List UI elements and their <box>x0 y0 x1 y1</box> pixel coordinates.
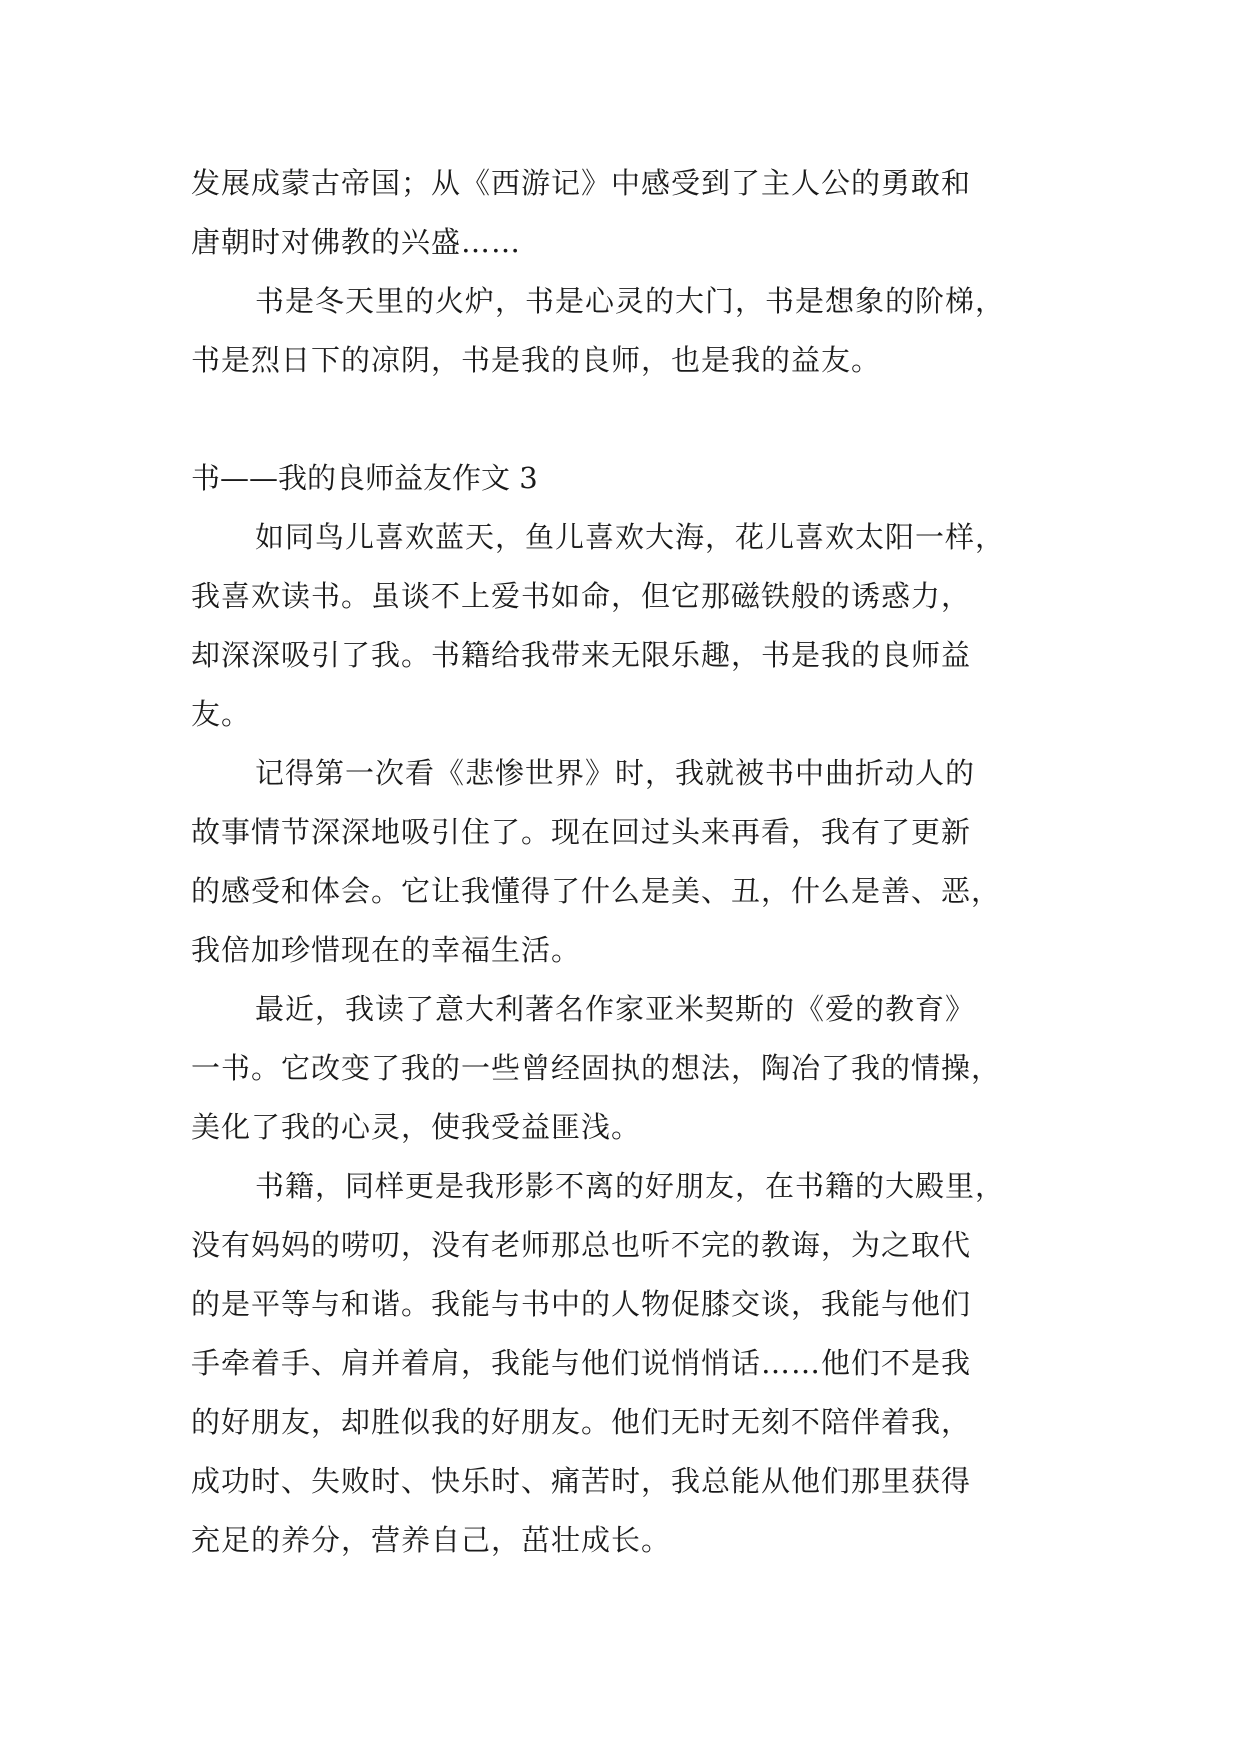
text-line: 书是冬天里的火炉，书是心灵的大门，书是想象的阶梯， <box>255 284 1006 318</box>
text-line: 书是烈日下的凉阴，书是我的良师，也是我的益友。 <box>191 343 882 377</box>
text-line: 的好朋友，却胜似我的好朋友。他们无时无刻不陪伴着我， <box>191 1405 972 1439</box>
text-line: 友。 <box>191 697 252 731</box>
text-line: 手牵着手、肩并着肩，我能与他们说悄悄话……他们不是我 <box>191 1346 972 1380</box>
text-line: 我喜欢读书。虽谈不上爱书如命，但它那磁铁般的诱惑力， <box>191 579 972 613</box>
text-line: 的感受和体会。它让我懂得了什么是美、丑，什么是善、恶， <box>191 874 1002 908</box>
text-line: 最近，我读了意大利著名作家亚米契斯的《爱的教育》 <box>255 992 976 1026</box>
document-body <box>191 154 1053 1570</box>
text-line: 故事情节深深地吸引住了。现在回过头来再看，我有了更新 <box>191 815 972 849</box>
text-line: 的是平等与和谐。我能与书中的人物促膝交谈，我能与他们 <box>191 1287 972 1321</box>
text-line: 成功时、失败时、快乐时、痛苦时，我总能从他们那里获得 <box>191 1464 972 1498</box>
text-line: 美化了我的心灵，使我受益匪浅。 <box>191 1110 642 1144</box>
text-line: 发展成蒙古帝国；从《西游记》中感受到了主人公的勇敢和 <box>191 166 972 200</box>
section-title: 书——我的良师益友作文 3 <box>191 461 538 495</box>
text-line: 没有妈妈的唠叨，没有老师那总也听不完的教诲，为之取代 <box>191 1228 972 1262</box>
text-line: 一书。它改变了我的一些曾经固执的想法，陶冶了我的情操， <box>191 1051 1002 1085</box>
text-line: 我倍加珍惜现在的幸福生活。 <box>191 933 582 967</box>
text-line: 记得第一次看《悲惨世界》时，我就被书中曲折动人的 <box>255 756 976 790</box>
text-line: 充足的养分，营养自己，茁壮成长。 <box>191 1523 672 1557</box>
text-line: 唐朝时对佛教的兴盛…… <box>191 225 522 259</box>
text-line: 却深深吸引了我。书籍给我带来无限乐趣，书是我的良师益 <box>191 638 972 672</box>
text-line: 如同鸟儿喜欢蓝天，鱼儿喜欢大海，花儿喜欢太阳一样， <box>255 520 1006 554</box>
section-spacer <box>191 390 1053 449</box>
text-line: 书籍，同样更是我形影不离的好朋友，在书籍的大殿里， <box>255 1169 1006 1203</box>
